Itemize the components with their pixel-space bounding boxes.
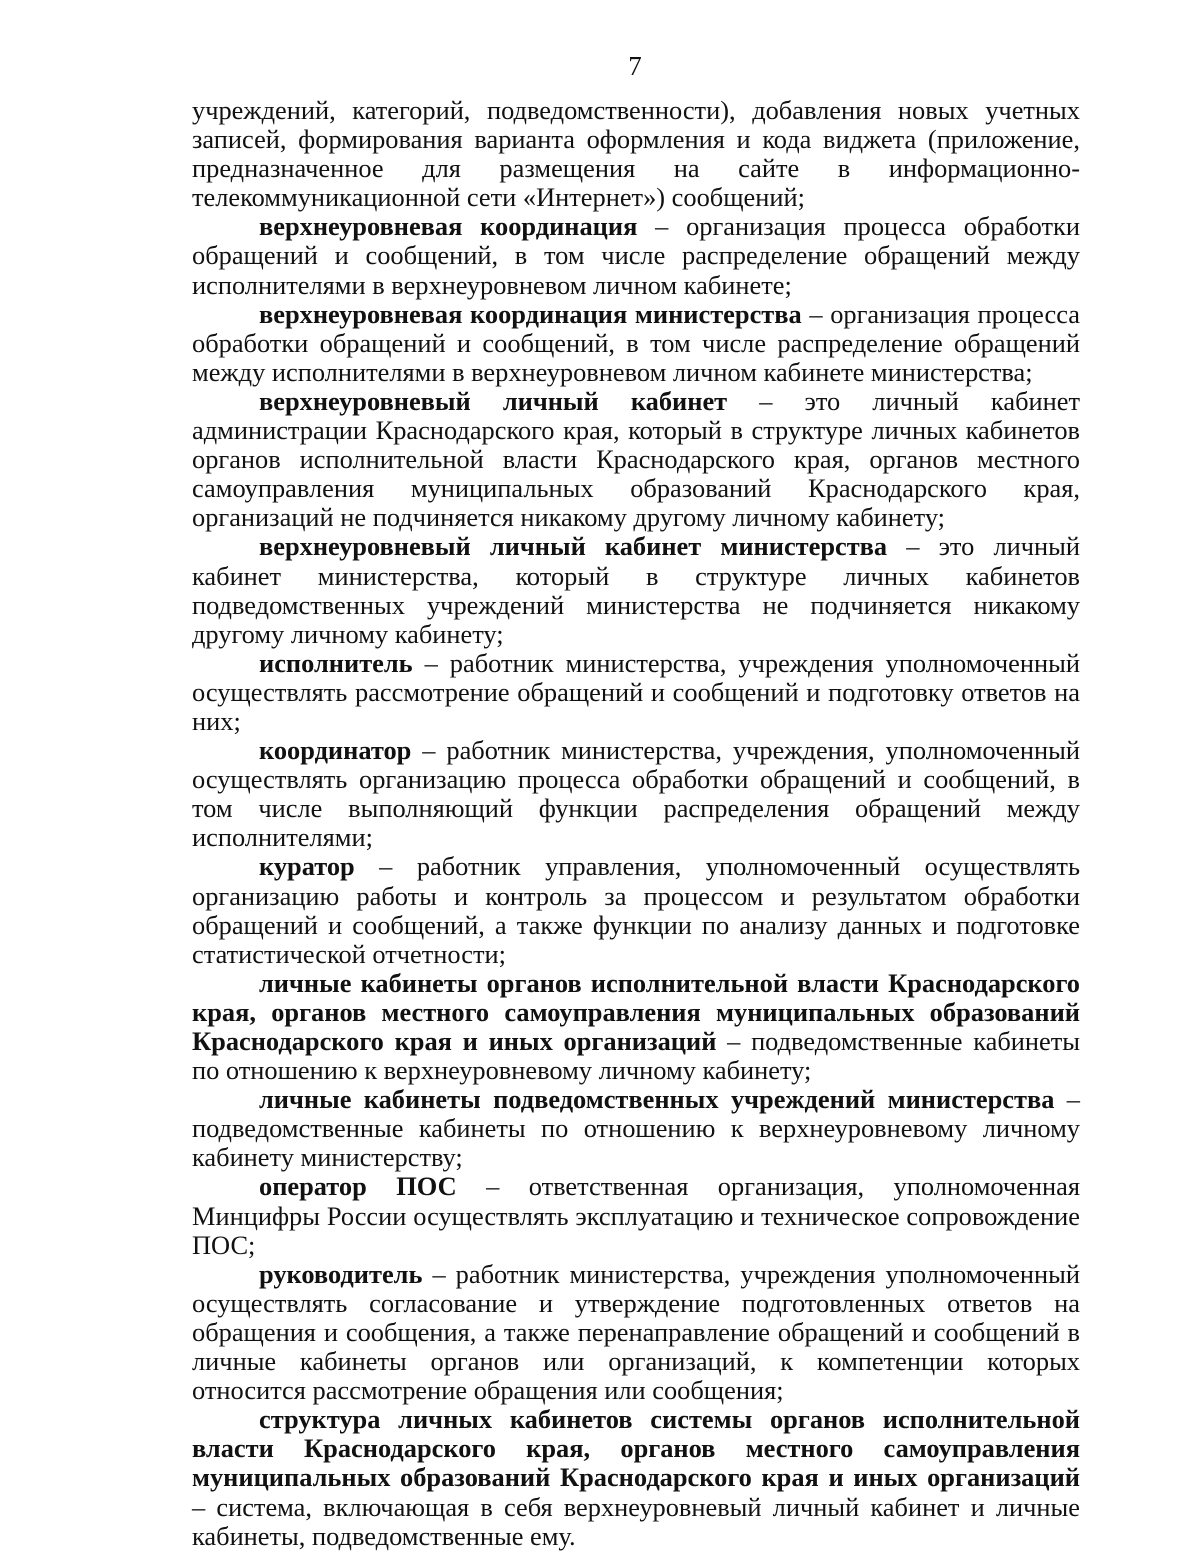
paragraph [192,1085,1080,1172]
definition-text: ответственная организация, уполномоченная Минцифры России осуществлять эксплуатацию и техническое сопровождение ПОС; [192,1171,1080,1260]
paragraph [192,1405,1080,1550]
term-separator: – [727,385,805,416]
paragraph [192,212,1080,299]
definition-text: организация процесса обработки обращений и сообщений, в том числе распределение обращений между исполнителями в верхнеуровневом личном кабинете министерства; [192,298,1080,387]
paragraph [192,387,1080,532]
paragraph [192,736,1080,852]
definition-text: это личный кабинет администрации Краснодарского края, который в структуре личных кабинетов органов исполнительной власти Краснодарского края, органов местного самоуправления муниципальных образований Краснодарского края, организаций не подчиняется никакому другому личному кабинету; [192,385,1080,533]
definition-term: верхнеуровневая координация [259,211,638,242]
paragraph [192,532,1080,648]
definition-term: личные кабинеты подведомственных учреждений министерства [259,1084,1055,1115]
term-separator: – [354,851,417,882]
definition-text: подведомственные кабинеты по отношению к верхнеуровневому личному кабинету; [192,1026,1081,1086]
paragraph [192,96,1080,212]
definition-term: верхнеуровневая координация министерства [259,298,802,329]
definition-text: учреждений, категорий, подведомственности), добавления новых учетных записей, формирования варианта оформления и кода виджета (приложение, предназначенное для размещения на сайте в информационно-телекоммуникационной сети «Интернет») сообщений; [192,95,1080,213]
definition-term: структура личных кабинетов системы органов исполнительной власти Краснодарского края, органов местного самоуправления муниципальных образований Краснодарского края и иных организаций [192,1404,1080,1493]
paragraph [192,969,1080,1085]
term-separator: – [637,211,687,242]
document-body [192,96,1080,1551]
definition-text: организация процесса обработки обращений и сообщений, в том числе распределение обращений между исполнителями в верхнеуровневом личном кабинете; [192,211,1080,300]
definition-term: куратор [259,851,355,882]
term-separator: – [887,531,939,562]
definition-term: руководитель [259,1258,423,1289]
term-separator: – [801,298,831,329]
definition-term: личные кабинеты органов исполнительной власти Краснодарского края, органов местного самоуправления муниципальных образований Краснодарского края и иных организаций [192,967,1080,1056]
definition-term: верхнеуровневый личный кабинет министерства [259,531,888,562]
definition-text: система, включающая в себя верхнеуровневый личный кабинет и личные кабинеты, подведомственные ему. [192,1491,1080,1551]
term-separator: – [412,647,450,678]
term-separator: – [422,1258,456,1289]
definition-term: координатор [259,735,412,766]
term-separator: – [192,1491,217,1522]
paragraph [192,1260,1080,1405]
definition-term: оператор ПОС [259,1171,457,1202]
definition-text: работник министерства, учреждения уполномоченный осуществлять согласование и утверждение подготовленных ответов на обращения и сообщения, а также перенаправление обращений и сообщений в личные кабинеты органов или организаций, к компетенции которых относится рассмотрение обращения или сообщения; [192,1258,1081,1406]
definition-text: работник управления, уполномоченный осуществлять организацию работы и контроль за процессом и результатом обработки обращений и сообщений, а также функции по анализу данных и подготовке статистической отчетности; [192,851,1081,969]
paragraph [192,1172,1080,1259]
definition-term: верхнеуровневый личный кабинет [259,385,728,416]
term-separator: – [456,1171,529,1202]
term-separator: – [716,1026,752,1056]
definition-term: исполнитель [259,647,413,678]
definition-text: работник министерства, учреждения, уполномоченный осуществлять организацию процесса обработки обращений и сообщений, в том числе выполняющий функции распределения обращений между исполнителями; [192,735,1081,853]
term-separator: – [1054,1084,1081,1115]
definition-text: это личный кабинет министерства, который в структуре личных кабинетов подведомственных учреждений министерства не подчиняется никакому другому личному кабинету; [192,531,1080,649]
paragraph [192,300,1080,387]
page-number: 7 [628,51,642,81]
definition-text: подведомственные кабинеты по отношению к верхнеуровневому личному кабинету министерству; [192,1113,1080,1173]
paragraph [192,649,1080,736]
term-separator: – [411,735,447,766]
definition-text: работник министерства, учреждения уполномоченный осуществлять рассмотрение обращений и сообщений и подготовку ответов на них; [192,647,1080,736]
paragraph [192,852,1080,968]
